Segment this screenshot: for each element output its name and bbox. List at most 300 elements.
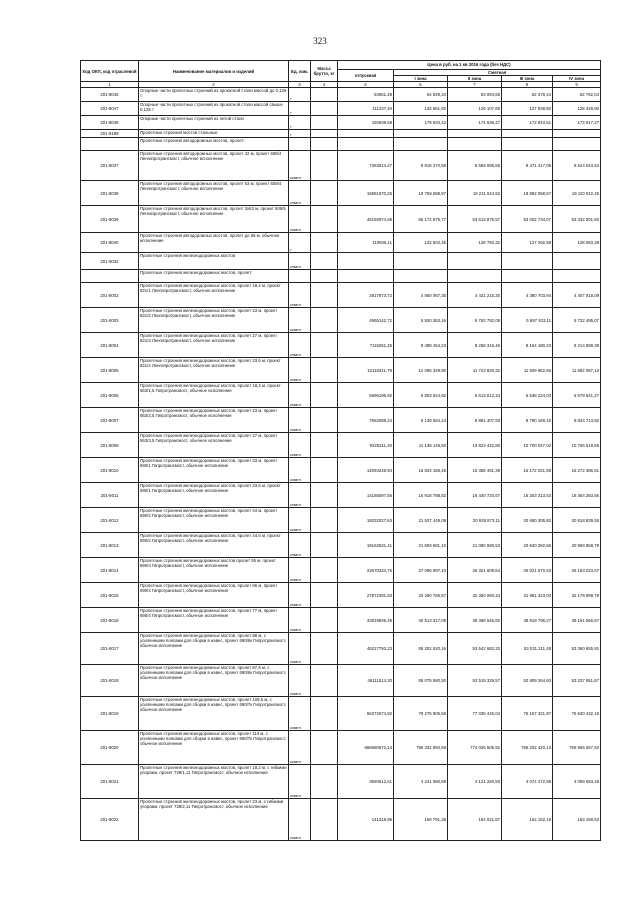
header-zone-4: IV зона	[553, 76, 601, 82]
row-release-price	[338, 270, 394, 283]
row-unit: компл.	[289, 433, 311, 458]
column-number: 3	[289, 82, 311, 88]
row-mass	[311, 799, 338, 841]
row-zone-3-price: 16 172 021,59	[502, 458, 553, 483]
row-mass	[311, 508, 338, 533]
row-zone-1-price: 21 693 681,10	[394, 533, 448, 558]
row-zone-3-price: 162 152,19	[502, 799, 553, 841]
row-unit: компл.	[289, 533, 311, 558]
price-table	[80, 60, 601, 841]
row-zone-1-price: 179 933,42	[394, 116, 448, 130]
row-zone-4-price: 20 969 858,79	[553, 533, 601, 558]
row-zone-3-price: 6 538 224,03	[502, 383, 553, 408]
row-release-price: 14165097,56	[338, 483, 394, 508]
row-code: 201-8014	[81, 558, 139, 583]
table-row	[81, 665, 601, 697]
row-zone-2-price: 164 021,87	[448, 799, 502, 841]
row-zone-4-price: 53 360 655,91	[553, 633, 601, 665]
row-zone-4-price: 16 272 486,61	[553, 458, 601, 483]
row-unit: компл.	[289, 558, 311, 583]
row-unit: компл.	[289, 799, 311, 841]
row-zone-2-price: 19 211 044,52	[448, 181, 502, 206]
row-release-price: 54061,48	[338, 88, 394, 102]
row-zone-3-price: 76 157 321,97	[502, 697, 553, 731]
row-release-price: 18162631,41	[338, 533, 394, 558]
row-name: Пролетные строения железнодорожных мостов, пролет:	[139, 270, 289, 283]
row-mass	[311, 558, 338, 583]
row-unit: компл.	[289, 151, 311, 181]
row-zone-3-price: 26 021 570,53	[502, 558, 553, 583]
row-zone-1-price: 55 202 520,16	[394, 633, 448, 665]
column-number: 7	[448, 82, 502, 88]
row-zone-2-price: 77 035 445,04	[448, 697, 502, 731]
row-code: 201-8022	[81, 799, 139, 841]
row-zone-1-price: 12 085 329,90	[394, 358, 448, 383]
row-zone-4-price: 6 578 841,27	[553, 383, 601, 408]
row-unit: компл.	[289, 731, 311, 765]
row-release-price: 9325311,40	[338, 433, 394, 458]
row-name: Пролетные строения железнодорожных мостов, пролет 23 м, с гибкими упорами, проект 739/2,11 Гипротрансмост, обычное исполнение	[139, 799, 289, 841]
row-name: Опорные части пролетных строений из прокатной стали массой свыше 0,125 т	[139, 102, 289, 116]
row-name: Пролетные строения железнодорожных мостов, пролет 33,6 м, проект 690/1 Гипротрансмост, обычное исполнение	[139, 483, 289, 508]
row-code: 201-8046	[81, 88, 139, 102]
row-release-price: 7383014,47	[338, 151, 394, 181]
row-zone-4-price: 62 762,04	[553, 88, 601, 102]
row-zone-3-price: 11 609 962,66	[502, 358, 553, 383]
row-code: 201-8015	[81, 583, 139, 608]
row-unit: компл.	[289, 358, 311, 383]
row-zone-2-price: 21 080 690,53	[448, 533, 502, 558]
row-release-price	[338, 130, 394, 138]
row-code: 201-8012	[81, 508, 139, 533]
page-number: 323	[313, 36, 327, 46]
row-mass	[311, 665, 338, 697]
header-mass: Масса брутто, кг	[311, 61, 338, 82]
row-unit: компл.	[289, 697, 311, 731]
row-zone-4-price: 173 917,27	[553, 116, 601, 130]
row-name: Пролетные строения железнодорожных мостов, пролет 44,6 м, проект 690/2 Гипротрансмост, обычное исполнение	[139, 533, 289, 558]
row-release-price: 66372674,92	[338, 697, 394, 731]
row-zone-2-price: 4 121 250,93	[448, 765, 502, 799]
column-number: 9	[553, 82, 601, 88]
header-release: отпускная	[338, 70, 394, 82]
row-name: Пролетные строения железнодорожных мостов, пролет 44 м, проект 690/2 Гипротрансмост, обычное исполнение	[139, 508, 289, 533]
row-mass	[311, 151, 338, 181]
row-code: 201-8008	[81, 433, 139, 458]
row-name: Пролетные строения железнодорожных мостов пролет 55 м, проект 690/3 Гипротрансмост, обычное исполнение	[139, 558, 289, 583]
row-name: Пролетные строения автодорожных мостов, пролет:	[139, 138, 289, 151]
row-mass	[311, 731, 338, 765]
row-zone-4-price: 769 956 067,52	[553, 731, 601, 765]
row-zone-3-price: 20 840 392,56	[502, 533, 553, 558]
row-code: 201-8018	[81, 665, 139, 697]
row-zone-1-price: 16 834 166,45	[394, 458, 448, 483]
row-code: 201-8006	[81, 383, 139, 408]
row-zone-4-price: 53 332 001,60	[553, 206, 601, 233]
row-zone-1-price	[394, 138, 448, 151]
row-code: 201-8037	[81, 151, 139, 181]
table-row	[81, 508, 601, 533]
row-code: 201-8004	[81, 333, 139, 358]
row-zone-4-price: 32 179 999,78	[553, 583, 601, 608]
row-unit: т	[289, 88, 311, 102]
row-release-price: 22670334,75	[338, 558, 394, 583]
row-code: 201-8047	[81, 102, 139, 116]
row-unit: компл.	[289, 333, 311, 358]
row-zone-2-price: 128 760,32	[448, 233, 502, 253]
table-row	[81, 583, 601, 608]
row-zone-2-price: 53 642 682,33	[448, 633, 502, 665]
row-zone-4-price: 10 766 518,65	[553, 433, 601, 458]
row-name: Пролетные строения автодорожных мостов, пролет 42 м, проект 608/4 Ленгипротрансмост, обычное исполнение	[139, 151, 289, 181]
row-mass	[311, 283, 338, 308]
row-mass	[311, 633, 338, 665]
row-zone-3-price: 38 919 796,27	[502, 608, 553, 633]
row-unit	[289, 270, 311, 283]
row-release-price: 18032027,63	[338, 508, 394, 533]
row-zone-4-price: 8 214 898,38	[553, 333, 601, 358]
row-zone-2-price: 63 094,68	[448, 88, 502, 102]
table-row	[81, 88, 601, 102]
row-unit: компл.	[289, 765, 311, 799]
row-zone-2-price	[448, 270, 502, 283]
row-code: 201-8038	[81, 181, 139, 206]
row-code: 201-8040	[81, 233, 139, 253]
row-code: 201-8010	[81, 458, 139, 483]
row-zone-3-price: 52 909 264,60	[502, 665, 553, 697]
table-row	[81, 283, 601, 308]
row-release-price: 46111514,20	[338, 665, 394, 697]
row-name: Пролетные строения железнодорожных мостов, пролет 109,5 м, с усиленными поясами для сборки в навес, проект 690/7к Гипротрансмост, обычное исполнение	[139, 697, 289, 731]
table-row	[81, 308, 601, 333]
row-name: Пролетные строения железнодорожных мостов, пролет 27 м, проект 821/3 Ленгипротрансмост, обычное исполнение	[139, 333, 289, 358]
row-unit: компл.	[289, 283, 311, 308]
header-zone-1: I зона	[394, 76, 448, 82]
row-name: Пролетные строения железнодорожных мостов, пролет 88 м, с усиленными поясами для сборки в навес, проект 690/6к Гипротрансмост, обычное исполнение	[139, 633, 289, 665]
row-zone-1-price: 796 332 850,69	[394, 731, 448, 765]
table-row	[81, 383, 601, 408]
row-zone-2-price: 11 743 830,32	[448, 358, 502, 383]
row-release-price: 111237,40	[338, 102, 394, 116]
row-name: Пролетные строения железнодорожных мостов, пролет 33 м, проект 690/1 Гипротрансмост, обычное исполнение	[139, 458, 289, 483]
row-zone-3-price: 53 002 734,07	[502, 206, 553, 233]
row-zone-2-price	[448, 253, 502, 270]
row-zone-3-price: 16 253 313,53	[502, 483, 553, 508]
row-code	[81, 270, 139, 283]
column-number: 2	[139, 82, 289, 88]
table-row	[81, 483, 601, 508]
table-row	[81, 533, 601, 558]
row-code: 201-8039	[81, 206, 139, 233]
row-zone-2-price: 8 258 316,46	[448, 333, 502, 358]
row-mass	[311, 270, 338, 283]
table-row	[81, 408, 601, 433]
row-zone-1-price: 4 241 080,89	[394, 765, 448, 799]
row-zone-2-price: 129 107,69	[448, 102, 502, 116]
row-zone-3-price: 8 164 180,23	[502, 333, 553, 358]
table-row	[81, 206, 601, 233]
row-release-price: 4965142,72	[338, 308, 394, 333]
row-zone-1-price: 5 930 363,16	[394, 308, 448, 333]
row-zone-3-price: 4 074 272,95	[502, 765, 553, 799]
row-name: Пролетные строения автодорожных мостов, пролет 63 м, проект 608/4 Ленгипротрансмост, обычное исполнение	[139, 181, 289, 206]
row-mass	[311, 88, 338, 102]
header-name: Наименование материалов и изделий	[139, 61, 289, 82]
row-zone-4-price: 163 159,53	[553, 799, 601, 841]
row-zone-1-price: 27 086 997,10	[394, 558, 448, 583]
row-code: 201-8017	[81, 633, 139, 665]
header-code: Код ОКП, код отраслевой	[81, 61, 139, 82]
row-release-price: 16551970,25	[338, 181, 394, 206]
row-release-price: 141318,96	[338, 799, 394, 841]
row-release-price: 27872391,83	[338, 583, 394, 608]
column-number: 1	[81, 82, 139, 88]
row-unit: компл.	[289, 206, 311, 233]
row-zone-4-price: 8 834 713,92	[553, 408, 601, 433]
row-name: Пролетные строения железнодорожных мостов, пролет 23 м, проект 821/2 Ленгипротрансмост, обычное исполнение	[139, 308, 289, 333]
row-mass	[311, 138, 338, 151]
row-unit	[289, 138, 311, 151]
row-release-price: 666680672,14	[338, 731, 394, 765]
row-mass	[311, 233, 338, 253]
row-zone-4-price: 11 682 087,13	[553, 358, 601, 383]
row-release-price: 33919935,49	[338, 608, 394, 633]
row-zone-1-price: 132 504,45	[394, 233, 448, 253]
row-code: 201-8016	[81, 608, 139, 633]
row-unit: компл.	[289, 408, 311, 433]
row-zone-4-price: 76 630 432,15	[553, 697, 601, 731]
row-name: Пролетные строения железнодорожных мостов	[139, 253, 289, 270]
row-mass	[311, 383, 338, 408]
row-zone-1-price: 64 929,34	[394, 88, 448, 102]
row-code: 201-8002	[81, 283, 139, 308]
column-number: 8	[502, 82, 553, 88]
row-unit: т	[289, 130, 311, 138]
row-zone-1-price: 40 513 317,09	[394, 608, 448, 633]
row-zone-2-price: 8 569 095,65	[448, 151, 502, 181]
row-zone-4-price: 53 237 951,67	[553, 665, 601, 697]
row-zone-4-price: 4 099 583,45	[553, 765, 601, 799]
row-unit: компл.	[289, 383, 311, 408]
row-zone-3-price: 8 780 169,10	[502, 408, 553, 433]
row-zone-4-price: 128 429,90	[553, 102, 601, 116]
row-zone-2-price: 39 368 546,82	[448, 608, 502, 633]
table-row	[81, 608, 601, 633]
table-row	[81, 130, 601, 138]
row-release-price: 5696196,92	[338, 383, 394, 408]
row-zone-2-price: 6 613 612,34	[448, 383, 502, 408]
row-zone-2-price: 20 928 873,11	[448, 508, 502, 533]
row-zone-1-price: 16 918 788,82	[394, 483, 448, 508]
row-zone-1-price	[394, 270, 448, 283]
row-zone-3-price: 127 838,50	[502, 102, 553, 116]
row-zone-4-price	[553, 270, 601, 283]
row-unit: компл.	[289, 458, 311, 483]
row-zone-3-price: 31 981 323,03	[502, 583, 553, 608]
row-mass	[311, 608, 338, 633]
table-row	[81, 151, 601, 181]
row-release-price: 3550612,61	[338, 765, 394, 799]
table-row	[81, 433, 601, 458]
table-row	[81, 765, 601, 799]
row-zone-3-price: 5 697 103,11	[502, 308, 553, 333]
table-row	[81, 181, 601, 206]
row-zone-1-price: 21 537 449,08	[394, 508, 448, 533]
table-row	[81, 358, 601, 383]
table-row	[81, 270, 601, 283]
row-name: Пролетные строения железнодорожных мостов, пролет 18,2 м, проект 563/1,5 Гипротрансмост, обычное исполнение	[139, 383, 289, 408]
row-zone-4-price: 16 354 283,56	[553, 483, 601, 508]
row-zone-2-price: 4 431 215,20	[448, 283, 502, 308]
row-code: 201-8011	[81, 483, 139, 508]
row-code: 201-8019	[81, 697, 139, 731]
column-number: 6	[394, 82, 448, 88]
header-zone-3: III зона	[502, 76, 553, 82]
row-unit: компл.	[289, 181, 311, 206]
row-code	[81, 138, 139, 151]
row-release-price: 10118321,79	[338, 358, 394, 383]
header-unit: Ед. изм.	[289, 61, 311, 82]
row-release-price: 110936,11	[338, 233, 394, 253]
row-zone-1-price: 55 075 580,50	[394, 665, 448, 697]
table-row	[81, 731, 601, 765]
row-mass	[311, 308, 338, 333]
row-zone-3-price: 765 202 420,13	[502, 731, 553, 765]
row-zone-2-price	[448, 130, 502, 138]
row-mass	[311, 181, 338, 206]
row-name: Пролетные строения железнодорожных мостов, пролет 33,6 м, проект 821/4 Ленгипротрансмост, обычное исполнение	[139, 358, 289, 383]
table-row	[81, 333, 601, 358]
header-zone-2: II зона	[448, 76, 502, 82]
row-code: 201-8007	[81, 408, 139, 433]
header-price-group: Цена в руб. на 1 кв 2016 года (без НДС)	[338, 61, 601, 70]
row-zone-2-price	[448, 138, 502, 151]
row-zone-3-price: 172 843,51	[502, 116, 553, 130]
row-zone-3-price: 127 292,59	[502, 233, 553, 253]
row-name: Опорные части пролетных строений из прокатной стали массой до 0,125 т	[139, 88, 289, 102]
table-row	[81, 799, 601, 841]
row-zone-3-price: 62 378,44	[502, 88, 553, 102]
row-zone-2-price: 53 613 876,57	[448, 206, 502, 233]
row-release-price	[338, 138, 394, 151]
row-name: Пролетные строения железнодорожных мостов, пролет 23 м, проект 563/2,5 Гипротрансмост, обычное исполнение	[139, 408, 289, 433]
row-zone-1-price: 132 661,92	[394, 102, 448, 116]
row-zone-1-price: 11 138 149,50	[394, 433, 448, 458]
row-zone-1-price: 33 290 765,57	[394, 583, 448, 608]
row-mass	[311, 253, 338, 270]
row-unit: компл.	[289, 633, 311, 665]
row-zone-2-price: 174 636,47	[448, 116, 502, 130]
table-row	[81, 116, 601, 130]
row-zone-1-price: 19 769 688,97	[394, 181, 448, 206]
row-unit: компл.	[289, 253, 311, 270]
row-mass	[311, 333, 338, 358]
row-zone-2-price: 10 823 422,80	[448, 433, 502, 458]
row-name: Пролетные строения железнодорожных мостов, пролет 18,2 м, с гибкими упорами, проект 739/1,11 Гипротрансмост, обычное исполнение	[139, 765, 289, 799]
row-unit: т	[289, 233, 311, 253]
row-name: Пролетные строения железнодорожных мостов, пролет 66 м, проект 690/4 Гипротрансмост, обычное исполнение	[139, 583, 289, 608]
row-mass	[311, 583, 338, 608]
row-zone-4-price: 128 083,38	[553, 233, 601, 253]
row-release-price: 7652098,24	[338, 408, 394, 433]
row-zone-3-price	[502, 138, 553, 151]
row-name: Пролетные строения железнодорожных мостов, пролет 27 м, проект 563/3,5 Гипротрансмост, обычное исполнение	[139, 433, 289, 458]
row-name: Пролетные строения мостов стальные	[139, 130, 289, 138]
row-zone-1-price: 6 803 624,92	[394, 383, 448, 408]
row-release-price: 7115251,25	[338, 333, 394, 358]
row-name: Пролетные строения автодорожных мостов, пролет 3х63 м, проект 608/5 Ленгипротрансмост, обычное исполнение	[139, 206, 289, 233]
row-zone-2-price: 774 026 506,92	[448, 731, 502, 765]
row-unit: компл.	[289, 483, 311, 508]
row-name: Пролетные строения железнодорожных мостов, пролет 77 м, проект 690/4 Гипротрансмост, обычное исполнение	[139, 608, 289, 633]
row-mass	[311, 697, 338, 731]
row-code: 201-8003	[81, 308, 139, 333]
row-mass	[311, 458, 338, 483]
row-release-price: 46217793,23	[338, 633, 394, 665]
table-row	[81, 233, 601, 253]
table-row	[81, 558, 601, 583]
row-mass	[311, 483, 338, 508]
row-name: Опорные части пролетных строений из литой стали	[139, 116, 289, 130]
row-zone-4-price: 20 818 839,55	[553, 508, 601, 533]
table-row	[81, 253, 601, 270]
header-estimate: Сметная	[394, 70, 601, 76]
row-zone-1-price: 168 791,35	[394, 799, 448, 841]
row-zone-3-price: 8 471 417,06	[502, 151, 553, 181]
row-mass	[311, 408, 338, 433]
table-row	[81, 138, 601, 151]
row-zone-3-price: 18 992 058,57	[502, 181, 553, 206]
row-zone-3-price: 53 031 211,48	[502, 633, 553, 665]
row-release-price: 14094248,94	[338, 458, 394, 483]
row-code: 201-8021	[81, 765, 139, 799]
row-release-price	[338, 253, 394, 270]
row-unit: т	[289, 102, 311, 116]
row-mass	[311, 533, 338, 558]
row-zone-1-price	[394, 253, 448, 270]
row-zone-4-price: 39 161 566,67	[553, 608, 601, 633]
row-mass	[311, 102, 338, 116]
row-zone-1-price: 55 172 876,77	[394, 206, 448, 233]
row-unit: компл.	[289, 608, 311, 633]
row-zone-4-price: 19 110 042,45	[553, 181, 601, 206]
table-row	[81, 697, 601, 731]
row-zone-1-price: 9 139 664,14	[394, 408, 448, 433]
row-zone-1-price: 8 498 454,23	[394, 333, 448, 358]
row-zone-3-price	[502, 130, 553, 138]
column-number: 4	[311, 82, 338, 88]
row-zone-2-price: 8 881 407,93	[448, 408, 502, 433]
row-zone-1-price: 8 818 270,56	[394, 151, 448, 181]
row-zone-1-price: 79 275 905,56	[394, 697, 448, 731]
row-zone-3-price: 4 380 703,94	[502, 283, 553, 308]
row-zone-4-price	[553, 138, 601, 151]
row-code: 201-9189	[81, 130, 139, 138]
row-unit: т	[289, 116, 311, 130]
row-name: Пролетные строения автодорожных мостов, пролет до 66 м, обычное исполнение	[139, 233, 289, 253]
row-zone-3-price	[502, 253, 553, 270]
table-row	[81, 458, 601, 483]
row-zone-3-price	[502, 270, 553, 283]
row-zone-2-price: 16 358 491,39	[448, 458, 502, 483]
row-mass	[311, 130, 338, 138]
row-mass	[311, 206, 338, 233]
row-unit: компл.	[289, 308, 311, 333]
row-mass	[311, 358, 338, 383]
column-number: 5	[338, 82, 394, 88]
row-zone-1-price	[394, 130, 448, 138]
row-zone-4-price: 4 407 918,09	[553, 283, 601, 308]
